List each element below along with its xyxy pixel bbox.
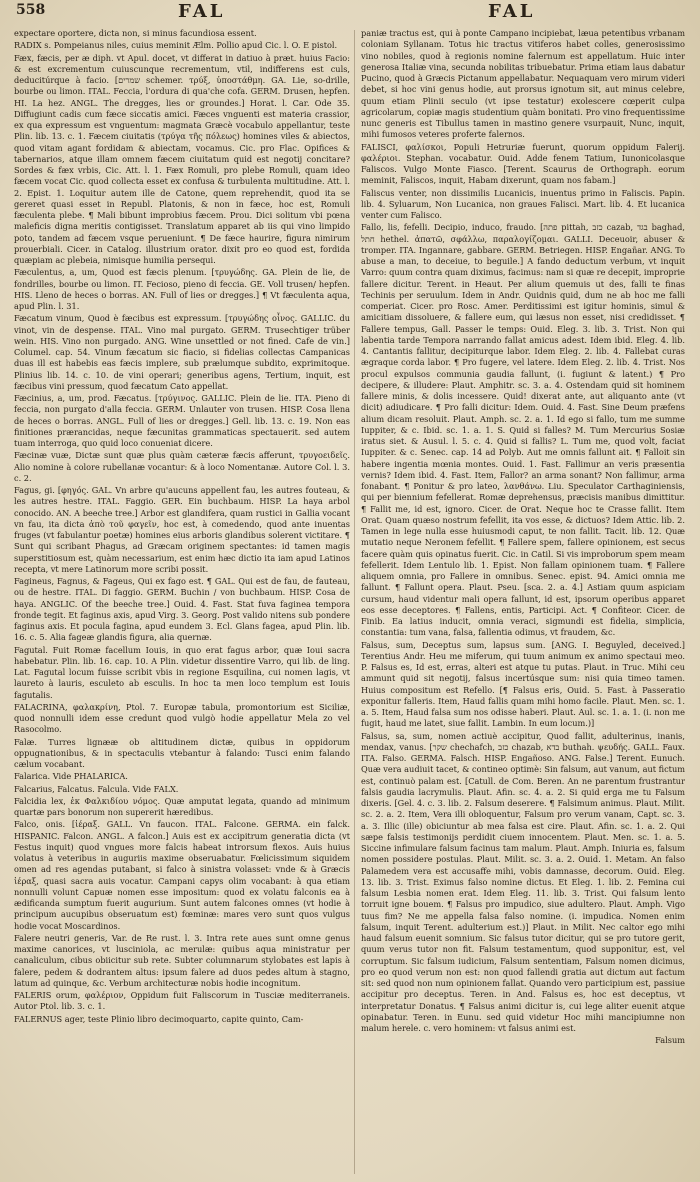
running-head-right: FAL (488, 1, 536, 22)
entry-paragraph: Fæcinius, a, um, prod. Fæcatus. [τρύγινος. GALLIC. Plein de lie. ITA. Pieno di feccia, non purgato d'alla feccia. GERM. Unlauter von trusen. HISP. Cosa llena de heces o borras. ANGL. Full of lies or dregges.] Gell. lib. 13. c. 19. Non eas finitiones prærancidas, neque fæcunitas grammaticas spectauerit. sed autem tuam interroga, quo quid loco conueniat dicere. (14, 393, 350, 448)
entry-paragraph: Fallo, lis, fefelli. Decipio, induco, fraudo. [פתה pittah, כזב cazab, בגד baghad, חתל hethel. ἀπατῶ, σφάλλω, παραλογίζομαι. GALLI. Deceuoir, abuser & tromper. ITA. Ingannare, gabbare. GERM. Betriegen. HISP. Engañar. ANG. To abuse a man, to deceiue, to beguile.] A fando deductum verbum, vt inquit Varro: quum contra quam diximus, facimus: nam si quæ re decepit, improprie fallere dicitur. Terent. in Heaut. Per alium quemuis ut des, falli te finas Techinis per seruulum. Idem in Andr. Quidnis quid, dum ne ab hoc me falli comperiat. Cicer. pro Rosc. Amer. Perditissimi est igitur hominis, simul & amicitiam dissoluere, & fallere eum, qui læsus non esset, nisi credidisset. ¶ Fallere tempus, Gall. Passer le temps: Ouid. Eleg. 3. lib. 3. Trist. Non qui labentia tarde Tempora narrando fallat amicus adest. Idem ibid. Eleg. 4. lib. 4. Cantantis fallitur, decipiturque labor. Idem Eleg. 2. lib. 4. Fallebat curas ægraque corda labor. ¶ Pro fugere, vel latere. Idem Eleg. 2. lib. 4. Trist. Nos procul expulsos communia gaudia fallunt, (i. fugiunt & latent.) ¶ Pro decipere, & illudere: Plaut. Amphitr. sc. 3. a. 4. Ostendam quid sit hominem fallere minis, & dolis incessere. Quid! dixerat ante, aut aliquanto ante (vt dicit) adiudicare. ¶ Pro falli dicitur: Idem. Ouid. 4. Fast. Sine Deum præfens alium dicam resoluit. Plaut. Amph. sc. 2. a. 1. Id ego si fallo, tum me summe Iuppiter, & c. Ibid. sc. 1. a. 1. S. Quid si falles? M. Tum Mercurius Sosiæ iratus siet. & Ausul. l. 5. c. 4. Quid si fallis? L. Tum me, quod volt, faciat Iuppiter. & c. Senec. cap. 14 ad Polyb. Aut me omnis fallunt ait. ¶ Falloit sin habere ingentia mœnia montes. Ouid. 1. Fast. Fallimur an veris præsentia vernis? Idem ibid. 4. Fast. Item, Fallor? an arma sonant? Non fallimur, arma fonabant. ¶ Ponitur & pro lateo, λανθάνω. Liu. Speculator Carthaginiensis, qui per biennium fefellerat. Romæ deprehensus, præcisis manibus dimittitur. ¶ Fallit me, id est, ignoro. Cicer. de Orat. Neque hoc te Crasse fallit. Item Orat. Quam quæso nostrum fefellit, ita vos esse, & dictuos? Idem Attic. lib. 2. Tamen in lege nulla esse huiusmodi caput, te non fallit. Tacit. lib. 12. Quæ mutatio neque Neronem fefellit. ¶ Fallere spem, fallere opinionem, est secus facere quàm quis opinatus fuerit. Cic. in Catil. Si vis improborum spem meam fefellerit. Idem Lentulo lib. 1. Epist. Non fallam opinionem tuam. ¶ Fallere aliquem omnia, pro Fallere in omnibus. Senec. epist. 94. Amici omnia me fallunt. ¶ Fallunt opera. Plaut. Pseu. [sca. 2. a. 4.] Astiam quum aspiciam cursum, haud videntur mali opera fallunt, id est, ipsorum operibus apparet eos esse deceptores. ¶ Fallens, entis, Participi. Act. ¶ Confiteor. Cicer. de Finib. Ea latius inducit, omnia veraci, sigmundi est fidelia, simplicia, constantia: tum vana, falsa, fallentia odimus, vt fraudem, &c. (361, 222, 685, 638)
entry-paragraph: Fæx, fæcis, per æ diph. vt Apul. docet, vt differat in datiuo à præt. huius Facio: & est excrementum cuiuscunque recrementum, vtil, indifferens est culs, deducitúrque à facio. [שמרים schemer. τρύξ, ὑποστάθμη. GA. Lie, so-drille, bourbe ou limon. ITAL. Feccia, l'ordura di qua'che cofa. GERM. Drusen, hepfen. HI. La hez. ANGL. The dregges, lies or groundes.] Horat. l. Car. Ode 35. Diffugiunt cadis cum fæce siccatis amici. Fæces vnguenti est materia crassior, ex qua expressum est vnguentum: magmata Græcè vocabulo appellantur, teste Plin. lib. 13. c. 1. Fæcem ciuitatis (τρύγα τῆς πόλεως) homines viles & abiectos, quod vitam agant fordidam & abiectam, vocamus. Cic. pro Flac. Opifices & tabernarios, atque illam omnem fæcem ciuitatum quid est negotij concitare? Sordes & fæx vrbis, Cic. Att. l. 1. Fæx Romuli, pro plebe Romuli, quam ideo fæcem vocat Cic. quod collecta esset ex confusa & turbulenta multitudine. Att. l. 2. Epist. 1. Loquitur autem ille de Catone, quem reprehendit, quod ita se gereret quasi esset in Republ. Platonis, & non in fæce, hoc est, Romuli fæculenta plebe. ¶ Mali bibunt improbius fæcem. Prou. Dici solitum vbi pœna maleficis digna meritis contigisset. Translatum apparet ab iis qui vino limpido poto, tandem ad fæcem vsque perueniunt. ¶ De fæce haurire, figura nimirum prouerbiali. Cicer. in Catalog. illustrium orator. dixit pro eo quod est, fordida quæpiam ac plebeia, nimisque humilia persequi. (14, 52, 350, 265)
entry-paragraph: FALISCI, φαλίσκοι, Populi Hetruriæ fuerunt, quorum oppidum Falerij. φαλέριοι. Stephan. vocabatur. Ouid. Adde fenem Tatium, Iunonicolasque Faliscos. Vulgo Monte Fiasco. [Terent. Scaurus de Orthograph. eorum meminit, Faliscos, inquit, Habam dixerunt, quam nos fabam.] (361, 141, 685, 186)
entry-paragraph: expectare oportere, dicta non, si minus facundiosa essent. (14, 28, 257, 38)
entry-paragraph: Falere neutri generis, Var. de Re rust. l. 3. Intra rete aues sunt omne genus maxime canorices, vt lusciniola, ac merulæ: quibus aqua ministratur per canaliculum, cibus obiicitur sub rete. Subter columnarum stylobates est lapis à falere, pedem & dodrantem altus: ipsum falere ad duos pedes altum à stagno, latum ad quinque, &c. Verbum architecturæ nobis hodie incognitum. (14, 932, 350, 988)
left-column (14, 28, 350, 1176)
entry-paragraph: Falæ. Turres lignææ ob altitudinem dictæ, quibus in oppidorum oppugnationibus, & in spectaculis vtebantur à falando: Tusci enim falando cælum vocabant. (14, 736, 350, 769)
entry-paragraph: FALERIS orum, φαλέριον, Oppidum fuit Faliscorum in Tusciæ mediterraneis. Autor Ptol. lib. 3. c. 1. (14, 990, 350, 1012)
entry-paragraph: Falsus, sum, Deceptus sum, lapsus sum. [ANG. I. Beguyled, deceived.] Terentius Andr. Heu me miferum, qui tuum animum ex animo spectaui meo. P. Falsus es, Id est, erras, alteri est atque tu putas. Plaut. in Truc. Mihi ceu ammunt quid sit negotij, falsus incertúsque sum: nisi quia timeo tamen. Huius compositum est Refello. [¶ Falsus eris, Ouid. 5. Fast. à Passeratio exponitur falleris. Item, Haud fallis quam mihi homo facile. Plaut. Men. sc. 1. a. 5. Item, Haud falsa sum nos odisse haberi. Plaut. Aul. sc. 1. a. 1. (i. non me fugit, haud me latet, siue fallit. Lambin. In eum locum.)] (361, 639, 685, 729)
running-head-left: FAL (178, 1, 226, 22)
entry-paragraph: paniæ tractus est, qui à ponte Campano incipiebat, læua petentibus vrbanam coloniam Syllanam. Totus hic tractus vitiferos habet colles, generosissimo vino nobiles, quod à regionis nomine falernum est appellatum. Huic inter generosa Italiæ vina, secunda nobilitas tribuebatur. Prima etiam laus dabatur Pucino, quod à Græcis Pictanum appellabatur. Nequaquam vero mirum videri debet, si hoc vini genus hodie, aut prorsus ignotum sit, aut minus celebre, quum etiam Plinii seculo (vt ipse testatur) exolescere cœperit culpa agricolarum, copiæ magis studentium quàm bonitati. Pro vino frequentissime nunc generis est Tibullus tamen in mastino genere vsurpauit, Nunc, inquit, mihi fumosos veteres proferte falernos. (361, 28, 685, 140)
entry-paragraph: Fæcatum vinum, Quod è fæcibus est expressum. [τρυγώδης οἶνος. GALLIC. du vinot, vin de despense. ITAL. Vino mal purgato. GERM. Trusechtiger trüber wein. HIS. Vino non purgado. ANG. Wine unsettled or not fined. Cafe de vin.] Columel. cap. 54. Vinum fæcatum sic fiacio, si fidelias collectas Campanicas duas ill est habebis eas fæcis implere, sub prælumque subdito, exprimitoque. Plinius lib. 14. c. 10. de vini operari; generibus agens, Tertium, inquit, est fæcibus vini pressum, quod fæcatum Cato appellat. (14, 313, 350, 391)
entry-paragraph: FALACRINA, φαλακρίνη, Ptol. 7. Europæ tabula, promontorium est Siciliæ, quod nonnulli idem esse credunt quod vulgò hodie appellatur Mela zo vel Rasocolmo. (14, 701, 350, 735)
entry-paragraph: FALERNUS ager, teste Plinio libro decimoquarto, capite quinto, Cam- (14, 1013, 304, 1024)
right-column (361, 28, 685, 1176)
catchword: Falsum (655, 1035, 685, 1046)
entry-paragraph: Fagutal. Fuit Romæ facellum Iouis, in quo erat fagus arbor, quæ Ioui sacra habebatur. Plin. lib. 16. cap. 10. A Plin. videtur dissentire Varro, qui lib. de ling. Lat. Fagutal locum fuisse scribit vbis in regione Esquilina, cui nomen lagis, vt laureto à lauris, esculeto ab esculis. In hoc ta men loco templum est Iouis fagutalis. (14, 644, 350, 700)
page-number: 558 (16, 2, 46, 18)
entry-paragraph: Falcarius, Falcatus. Falcula. Vide FALX. (14, 783, 179, 794)
entry-paragraph: Falco, onis. [ἱέραξ. GALL. Vn faucon. ITAL. Falcone. GERMA. ein falck. HISPANIC. Falcon. ANGL. A falcon.] Auis est ex accipitrum generatia dicta (vt Festus inquit) quod vngues more falcis habeat introrsum flexos. Auis huius volatus à veteribus in auguriis maxime obseruabatur. Fœlicissimum siquidem omen ad res agendas putabant, si falco à sinistra volasset: vnde & à Græcis ἱέραξ, quasi sacra auis vocatur. Campani capys olim vocabant: à qua etiam nonnulli volunt Capuæ nomen esse impositum: quod ex volatu falconis ea à ædificanda sumptum fuerit augurium. Sunt autem falcones omnes (vt hodie à principum aucupibus obseruatum est) fœminæ: mares vero sunt quos vulgus hodie vocat Moscardinos. (14, 819, 350, 931)
entry-paragraph: Fæcinæ vuæ, Dictæ sunt quæ plus quàm cæteræ fæcis afferunt, τρυγοειδεῖς. Alio nomine à colore rubellanæ vocantur: & à loco Nomentanæ. Autore Col. l. 3. c. 2. (14, 450, 350, 483)
entry-paragraph: RADIX s. Pompeianus niles, cuius meminit Ælm. Pollio apud Cic. l. O. E pistol. (14, 40, 338, 51)
entry-paragraph: Fæculentus, a, um, Quod est fæcis plenum. [τρυγώδης. GA. Plein de lie, de fondrilles, bourbe ou limon. IT. Fecioso, pieno di feccia. GE. Voll trusen/ hepfen. HIS. Lleno de heces o borras. AN. Full of lies or dregges.] ¶ Vt fæculenta aqua, apud Plin. l. 31. (14, 267, 350, 311)
entry-paragraph: Falarica. Vide PHALARICA. (14, 771, 128, 782)
entry-paragraph: Falsus, sa, sum, nomen actiuè accipitur, Quod fallit, adulterinus, inanis, mendax, vanus. [שקר chechafch, כזב chazab, בדא buthah. ψευδής. GALL. Faux. ITA. Falso. GERMA. Falsch. HISP. Engañoso. ANG. False.] Terent. Eunuch. Quæ vera audiuit tacet, & contineo optimè: Sin falsum, aut vanum, aut fictum est, continuò palam est. [Catull. de Com. Beren. An ne parentum frustrantur falsis gaudia lacrymulis. Plaut. Afin. sc. 4. a. 2. Si quid erga me tu Falsum dixeris. [Gel. 4. c. 3. lib. 2. Falsum deserere. ¶ Falsimum animus. Plaut. Milit. sc. 2. a. 2. Item, Vera illi obloquentur, Falsum pro verum vanam, Capt. sc. 3. a. 3. Illic (ille) obiciuntur ab mea falsa est cire. Plaut. Afin. sc. 1. a. 2. Qui sæpe falsis testimonijs perdidit ciuem innocentem. Plaut. Men. sc. 1. a. 5. Siccine infimulare falsum facinus tam malum. Plaut. Amph. Iniuria es, falsum nomen possidere postulas. Plaut. Milit. sc. 3. a. 2. Ouid. 1. Metam. An falso Palamedem vera est accusaffe mihi, vobis damnasse, decorum. Ouid. Eleg. 13. lib. 3. Trist. Eximus falso nomine dictus. Et Eleg. 1. lib. 2. Femina cui falsum Lesbia nomen erat. Idem Eleg. 11. lib. 3. Trist. Qui falsum lento torruit igne bouem. ¶ Falsus pro impudico, siue adultero. Plaut. Amph. Vigo tuus fim? Ne me appella falsa falso nomine. (i. impudica. Nomen enim falsum, inquit Terent. adulterium est.)] Plaut. in Milit. Nec caltor ego mihi haud falsum euenit somnium. Sic falsus tutor dicitur, qui se pro tutore gerit, quum verus tutor non fit. Falsum testamentum, quod supponitur, est, vel corruptum. Sic falsum iudicium, Falsum sententiam, Falsum nomen dicimus, pro eo quod verum non est: non quod fallendi gratia aut dictum aut factum sit: sed quod non num opinionem fallat. Quando vero participium est, passiue accipitur pro deceptus. Teren. in And. Falsus es, hoc est deceptus, vt interpretatur Donatus. ¶ Falsus animi dicitur is, cui lege aliter euenit atque opinabatur. Teren. in Eunu. sed quid videtur Hoc mihi mancipiumne non malum herele. c. vero hominem: vt falsus animi est. (361, 730, 685, 1033)
entry-paragraph: Fagineus, Fagnus, & Fageus, Qui ex fago est. ¶ GAL. Qui est de fau, de fauteau, ou de hestre. ITAL. Di faggio. GERM. Buchin / von buchbaum. HISP. Cosa de haya. ANGLIC. Of the beeche tree.] Ouid. 4. Fast. Stat fuva faginea tempora fronde tegit. Et faginus axis, apud Virg. 3. Georg. Post valido nitens sub pondere faginus axis. Et pocula fagina, apud eundem 3. Ecl. Glans fagea, apud Plin. lib. 16. c. 5. Alia fageæ glandis figura, alia quernæ. (14, 576, 350, 643)
entry-paragraph: Faliscus venter, non dissimilis Lucanicis, inuentus primo in Faliscis. Papin. lib. 4. Syluarum, Non Lucanica, non graues Falisci. Mart. lib. 4. Et lucanica venter cum Falisco. (361, 187, 685, 220)
running-header (0, 0, 700, 30)
entry-paragraph: Fagus, gi. [φηγός. GAL. Vn arbre qu'aucuns appellent fau, les autres fouteau, & les autres hestre. ITAL. Faggio. GER. Ein buchbaum. HISP. La haya arbol conocido. AN. A beeche tree.] Arbor est glandifera, quam rustici in Gallia vocant vn fau, ita dicta ἀπὸ τοῦ φαγεῖν, hoc est, à comedendo, quod ante inuentas fruges (vt fabulantur poetæ) homines eius arboris glandibus solerent victitare. ¶ Sunt qui scribant Phagus, ad Græcam originem spectantes: id tamen magis superstitiosum est, quàm necessarium, est enim hæc dictio ita iam apud Latinos recepta, vt mere Latinorum more scribi possit. (14, 485, 350, 574)
entry-paragraph: Falcidia lex, ἐκ Φαλκιδίου νόμος. Quæ amputat legata, quando ad minimum quartæ pars bonorum non supererit hæredibus. (14, 795, 350, 817)
column-rule (354, 30, 355, 1174)
